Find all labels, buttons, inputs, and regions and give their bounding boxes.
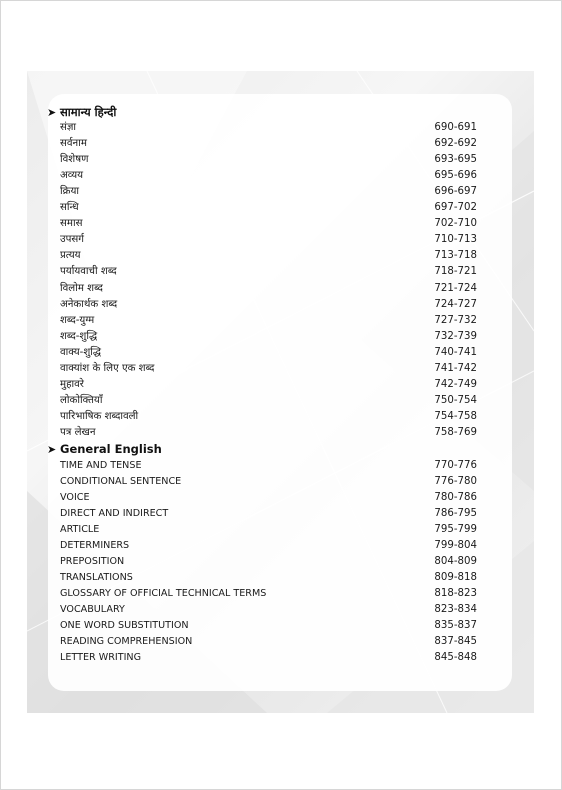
toc-row: [60, 425, 477, 441]
toc-row: [60, 393, 477, 409]
toc-row: [60, 634, 477, 650]
toc-topic: ARTICLE: [60, 524, 100, 535]
toc-topic: TRANSLATIONS: [60, 572, 133, 583]
toc-topic: सर्वनाम: [60, 138, 87, 150]
toc-row: [60, 474, 477, 490]
toc-page-range: 786-795: [434, 508, 477, 519]
toc-topic: DETERMINERS: [60, 540, 130, 551]
toc-row: [60, 506, 477, 522]
toc-page-range: 754-758: [434, 410, 477, 422]
toc-topic: पारिभाषिक शब्दावली: [60, 410, 139, 422]
toc-row: [60, 264, 477, 280]
toc-page-range: 727-732: [434, 314, 477, 326]
toc-row: [60, 538, 477, 554]
toc-row: [60, 248, 477, 264]
section-title: General English: [60, 442, 162, 456]
section-heading: [47, 441, 162, 457]
toc-page-range: 693-695: [434, 154, 477, 166]
toc-row: [60, 490, 477, 506]
toc-page-range: 818-823: [434, 588, 477, 599]
toc-page-range: 732-739: [434, 330, 477, 342]
toc-page-range: 845-848: [434, 652, 477, 663]
toc-page-range: 718-721: [434, 266, 477, 278]
toc-page-range: 758-769: [434, 426, 477, 438]
toc-topic: VOICE: [60, 492, 90, 503]
toc-row: [60, 522, 477, 538]
toc-topic: CONDITIONAL SENTENCE: [60, 476, 182, 487]
toc-page-range: 750-754: [434, 394, 477, 406]
toc-topic: शब्द-युग्म: [60, 314, 95, 326]
toc-row: [60, 232, 477, 248]
toc-row: [60, 297, 477, 313]
toc-page-range: 835-837: [434, 620, 477, 631]
toc-row: [60, 184, 477, 200]
toc-topic: PREPOSITION: [60, 556, 125, 567]
arrow-right-icon: ➤: [47, 443, 57, 456]
toc-topic: क्रिया: [60, 186, 80, 198]
toc-topic: VOCABULARY: [60, 604, 125, 615]
toc-page-range: 697-702: [434, 202, 477, 214]
toc-row: [60, 168, 477, 184]
toc-row: [60, 281, 477, 297]
toc-topic: DIRECT AND INDIRECT: [60, 508, 169, 519]
toc-row: [60, 136, 477, 152]
toc-row: [60, 200, 477, 216]
toc-page-range: 695-696: [434, 170, 477, 182]
toc-row: [60, 120, 477, 136]
toc-row: [60, 216, 477, 232]
toc-page-range: 795-799: [434, 524, 477, 535]
toc-row: [60, 570, 477, 586]
toc-row: [60, 329, 477, 345]
toc-topic: LETTER WRITING: [60, 652, 142, 663]
toc-topic: प्रत्यय: [60, 250, 81, 262]
toc-page-range: 823-834: [434, 604, 477, 615]
toc-topic: ONE WORD SUBSTITUTION: [60, 620, 189, 631]
toc-topic: READING COMPREHENSION: [60, 636, 193, 647]
toc-topic: विलोम शब्द: [60, 282, 103, 294]
toc-topic: वाक्य-शुद्धि: [60, 346, 102, 358]
toc-page-range: 742-749: [434, 378, 477, 390]
toc-page-range: 713-718: [434, 250, 477, 262]
toc-page-range: 696-697: [434, 186, 477, 198]
toc-topic: GLOSSARY OF OFFICIAL TECHNICAL TERMS: [60, 588, 267, 599]
toc-page-range: 741-742: [434, 362, 477, 374]
toc-page-range: 690-691: [434, 122, 477, 133]
toc-topic: शब्द-शुद्धि: [60, 330, 98, 342]
toc-topic: पर्यायवाची शब्द: [60, 266, 117, 278]
toc-page-range: 721-724: [434, 282, 477, 294]
toc-row: [60, 650, 477, 666]
toc-page-range: 710-713: [434, 234, 477, 246]
toc-topic: अव्यय: [60, 170, 84, 182]
toc-row: [60, 313, 477, 329]
toc-page-range: 780-786: [434, 492, 477, 503]
toc-page-range: 776-780: [434, 476, 477, 487]
toc-topic: मुहावरे: [60, 378, 84, 390]
toc-topic: विशेषण: [60, 154, 89, 166]
toc-topic: समास: [60, 218, 83, 230]
toc-page-range: 692-692: [434, 138, 477, 150]
toc-page-range: 837-845: [434, 636, 477, 647]
toc-topic: लोकोक्तियाँ: [60, 394, 103, 406]
toc-row: [60, 409, 477, 425]
toc-row: [60, 152, 477, 168]
toc-row: [60, 458, 477, 474]
toc-page-range: 799-804: [434, 540, 477, 551]
section-heading: [47, 104, 116, 120]
toc-row: [60, 602, 477, 618]
toc-page-range: 702-710: [434, 218, 477, 230]
toc-topic: TIME AND TENSE: [60, 460, 142, 471]
toc-topic: सन्धि: [60, 202, 79, 214]
toc-page-range: 804-809: [434, 556, 477, 567]
toc-row: [60, 554, 477, 570]
toc-row: [60, 377, 477, 393]
toc-topic: पत्र लेखन: [60, 426, 96, 438]
section-title: सामान्य हिन्दी: [60, 105, 117, 119]
toc-row: [60, 361, 477, 377]
toc-topic: अनेकार्थक शब्द: [60, 298, 118, 310]
toc-page-range: 740-741: [434, 346, 477, 358]
toc-topic: उपसर्ग: [60, 234, 84, 246]
toc-row: [60, 345, 477, 361]
toc-row: [60, 586, 477, 602]
toc-row: [60, 618, 477, 634]
arrow-right-icon: ➤: [47, 106, 57, 119]
toc-topic: संज्ञा: [60, 122, 77, 133]
toc-topic: वाक्यांश के लिए एक शब्द: [60, 362, 155, 374]
toc-page-range: 809-818: [434, 572, 477, 583]
toc-page-range: 724-727: [434, 298, 477, 310]
toc-page-range: 770-776: [434, 460, 477, 471]
